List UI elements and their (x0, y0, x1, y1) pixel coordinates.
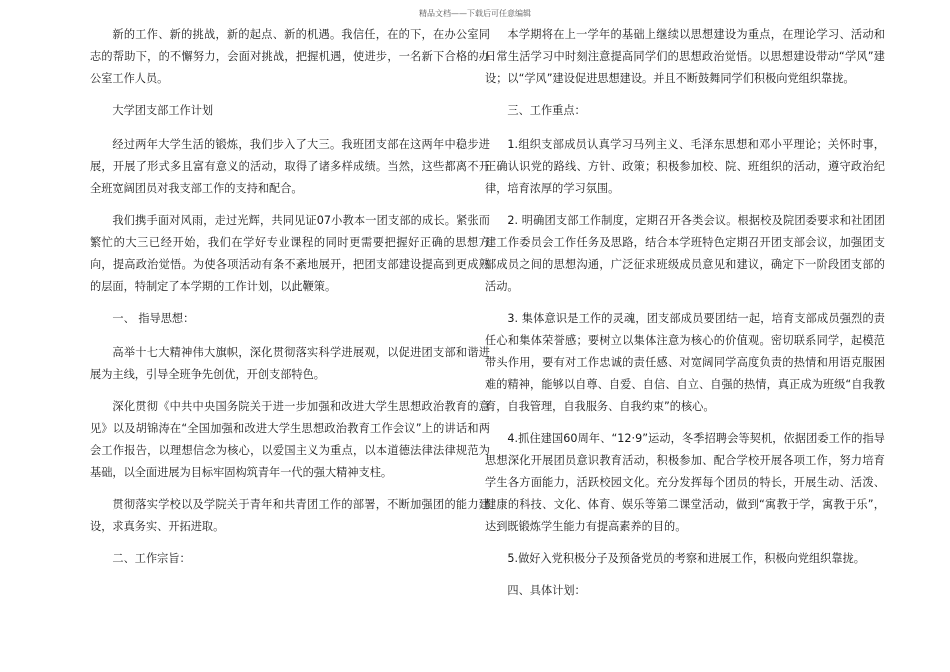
paragraph: 本学期将在上一学年的基础上继续以思想建设为重点，在理论学习、活动和日常生活学习中时刻注意提高同学们的思想政治觉悟。以思想建设带动“学风”建设；以“学风”建设促进思想建设。并且不断鼓舞同学们积极向党组织靠拢。 (485, 28, 885, 85)
paragraph: 1.组织支部成员认真学习马列主义、毛泽东思想和邓小平理论；关怀时事，正确认识党的路线、方针、政策；积极参加校、院、班组织的活动，遵守政治纪律，培育浓厚的学习氛围。 (485, 138, 885, 195)
paragraph: 4.抓住建国60周年、“12·9”运动，冬季招聘会等契机，依据团委工作的指导思想深化开展团员意识教育活动，积极参加、配合学校开展各项工作，努力培育学生各方面能力，活跃校园文化。充分发挥每个团员的特长，开展生动、活泼、健康的科技、文化、体育、娱乐等第二课堂活动，做到“寓教于学，寓教于乐”，达到既锻炼学生能力有提高素养的目的。 (485, 432, 885, 533)
document-title: 大学团支部工作计划 (112, 104, 214, 117)
paragraph: 新的工作、新的挑战，新的起点、新的机遇。我信任，在的下，在办公室同志的帮助下，的不懈努力，会面对挑战，把握机遇，使进步，一名新下合格的办公室工作人员。 (90, 28, 490, 85)
paragraph: 贯彻落实学校以及学院关于青年和共青团工作的部署，不断加强团的能力建设，求真务实、开拓进取。 (90, 498, 490, 533)
paragraph: 我们携手面对风雨，走过光辉，共同见证07小教本一团支部的成长。紧张而繁忙的大三已经开始，我们在学好专业课程的同时更需要把握好正确的思想方向，提高政治觉悟。为使各项活动有条不紊地展开，把团支部建设提高到更成熟的层面，特制定了本学期的工作计划，以此鞭策。 (90, 214, 490, 293)
paragraph: 3. 集体意识是工作的灵魂，团支部成员要团结一起，培育支部成员强烈的责任心和集体荣誉感；要树立以集体注意为核心的价值观。密切联系同学，起模范带头作用，要有对工作忠诚的责任感、对宽阔同学高度负责的热情和用语克服困难的精神，能够以自尊、自爱、自信、自立、自强的热情，真正成为班级“自我教育，自我管理，自我服务、自我约束”的核心。 (485, 312, 885, 413)
paragraph: 深化贯彻《中共中央国务院关于进一步加强和改进大学生思想政治教育的意见》以及胡锦涛在“全国加强和改进大学生思想政治教育工作会议”上的讲话和两会工作报告，以理想信念为核心，以爱国主义为重点，以本道德法律法律规范为基础，以全面进展为目标牢固构筑青年一代的强大精神支柱。 (90, 400, 490, 479)
paragraph: 高举十七大精神伟大旗帜，深化贯彻落实科学进展观，以促进团支部和谐进展为主线，引导全班争先创优，开创支部特色。 (90, 346, 490, 381)
paragraph: 2. 明确团支部工作制度，定期召开各类会议。根据校及院团委要求和社团团建工作委员会工作任务及思路，结合本学班特色定期召开团支部会议，加强团支部成员之间的思想沟通，广泛征求班级成员意见和建议，确定下一阶段团支部的活动。 (485, 214, 885, 293)
section-heading: 四、具体计划： (507, 584, 586, 597)
right-column (485, 24, 885, 614)
section-heading: 二、工作宗旨： (112, 552, 191, 565)
paragraph: 5.做好入党积极分子及预备党员的考察和进展工作，积极向党组织靠拢。 (507, 552, 865, 565)
page-header: 精品文档——下载后可任意编辑 (419, 9, 531, 18)
paragraph: 经过两年大学生活的锻炼，我们步入了大三。我班团支部在这两年中稳步进展，开展了形式多且富有意义的活动，取得了诸多样成绩。当然，这些都离不开全班宽阔团员对我支部工作的支持和配合。 (90, 138, 490, 195)
section-heading: 三、工作重点： (507, 104, 586, 117)
left-column (90, 24, 490, 582)
section-heading: 一、 指导思想： (112, 312, 195, 325)
